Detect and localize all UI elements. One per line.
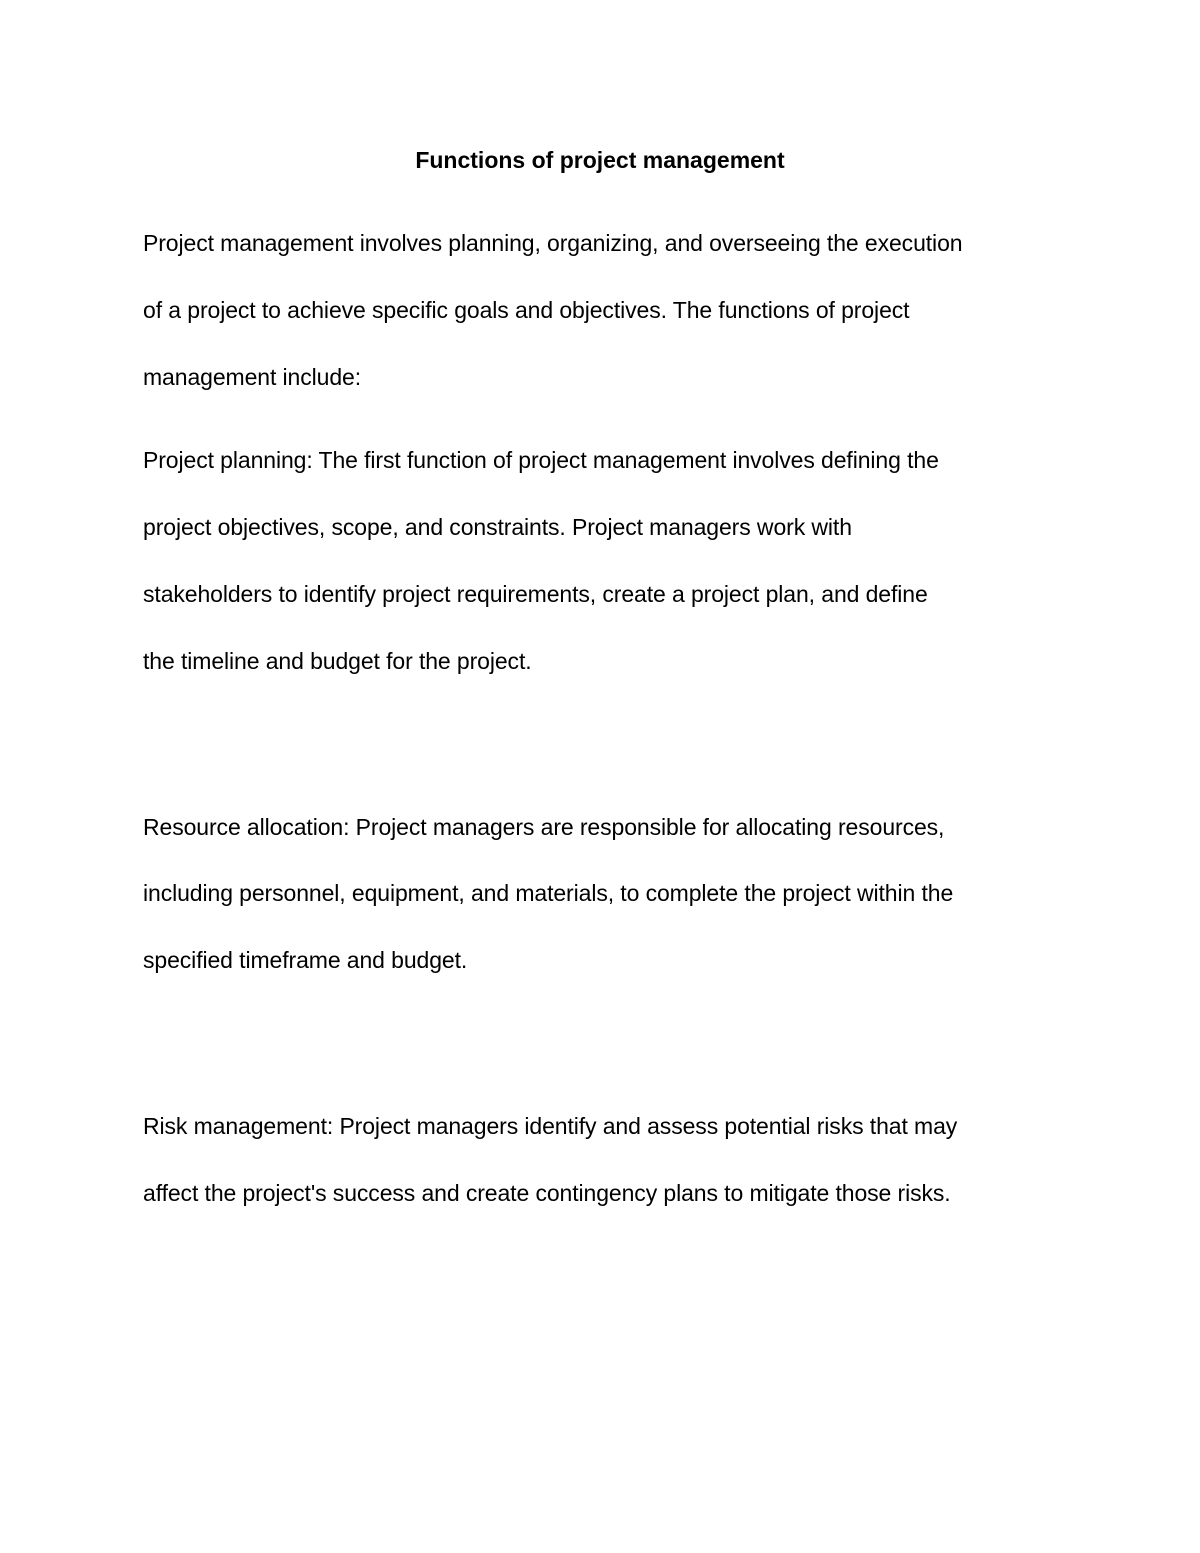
text-line: the timeline and budget for the project. xyxy=(143,648,532,674)
text-line: management include: xyxy=(143,364,362,390)
text-line: Project planning: The first function of project management involves defining the xyxy=(143,447,939,473)
text-line: including personnel, equipment, and materials, to complete the project within the xyxy=(143,880,954,906)
text-line: stakeholders to identify project requirements, create a project plan, and define xyxy=(143,581,928,607)
text-line: project objectives, scope, and constraints. Project managers work with xyxy=(143,514,852,540)
document-title: Functions of project management xyxy=(415,147,785,173)
text-line: affect the project's success and create contingency plans to mitigate those risks. xyxy=(143,1180,951,1206)
text-line: specified timeframe and budget. xyxy=(143,947,468,973)
text-line: Risk management: Project managers identify and assess potential risks that may xyxy=(143,1113,958,1139)
text-line: Project management involves planning, organizing, and overseeing the execution xyxy=(143,230,963,256)
text-line: of a project to achieve specific goals and objectives. The functions of project xyxy=(143,297,910,323)
text-line: Resource allocation: Project managers are responsible for allocating resources, xyxy=(143,814,945,840)
